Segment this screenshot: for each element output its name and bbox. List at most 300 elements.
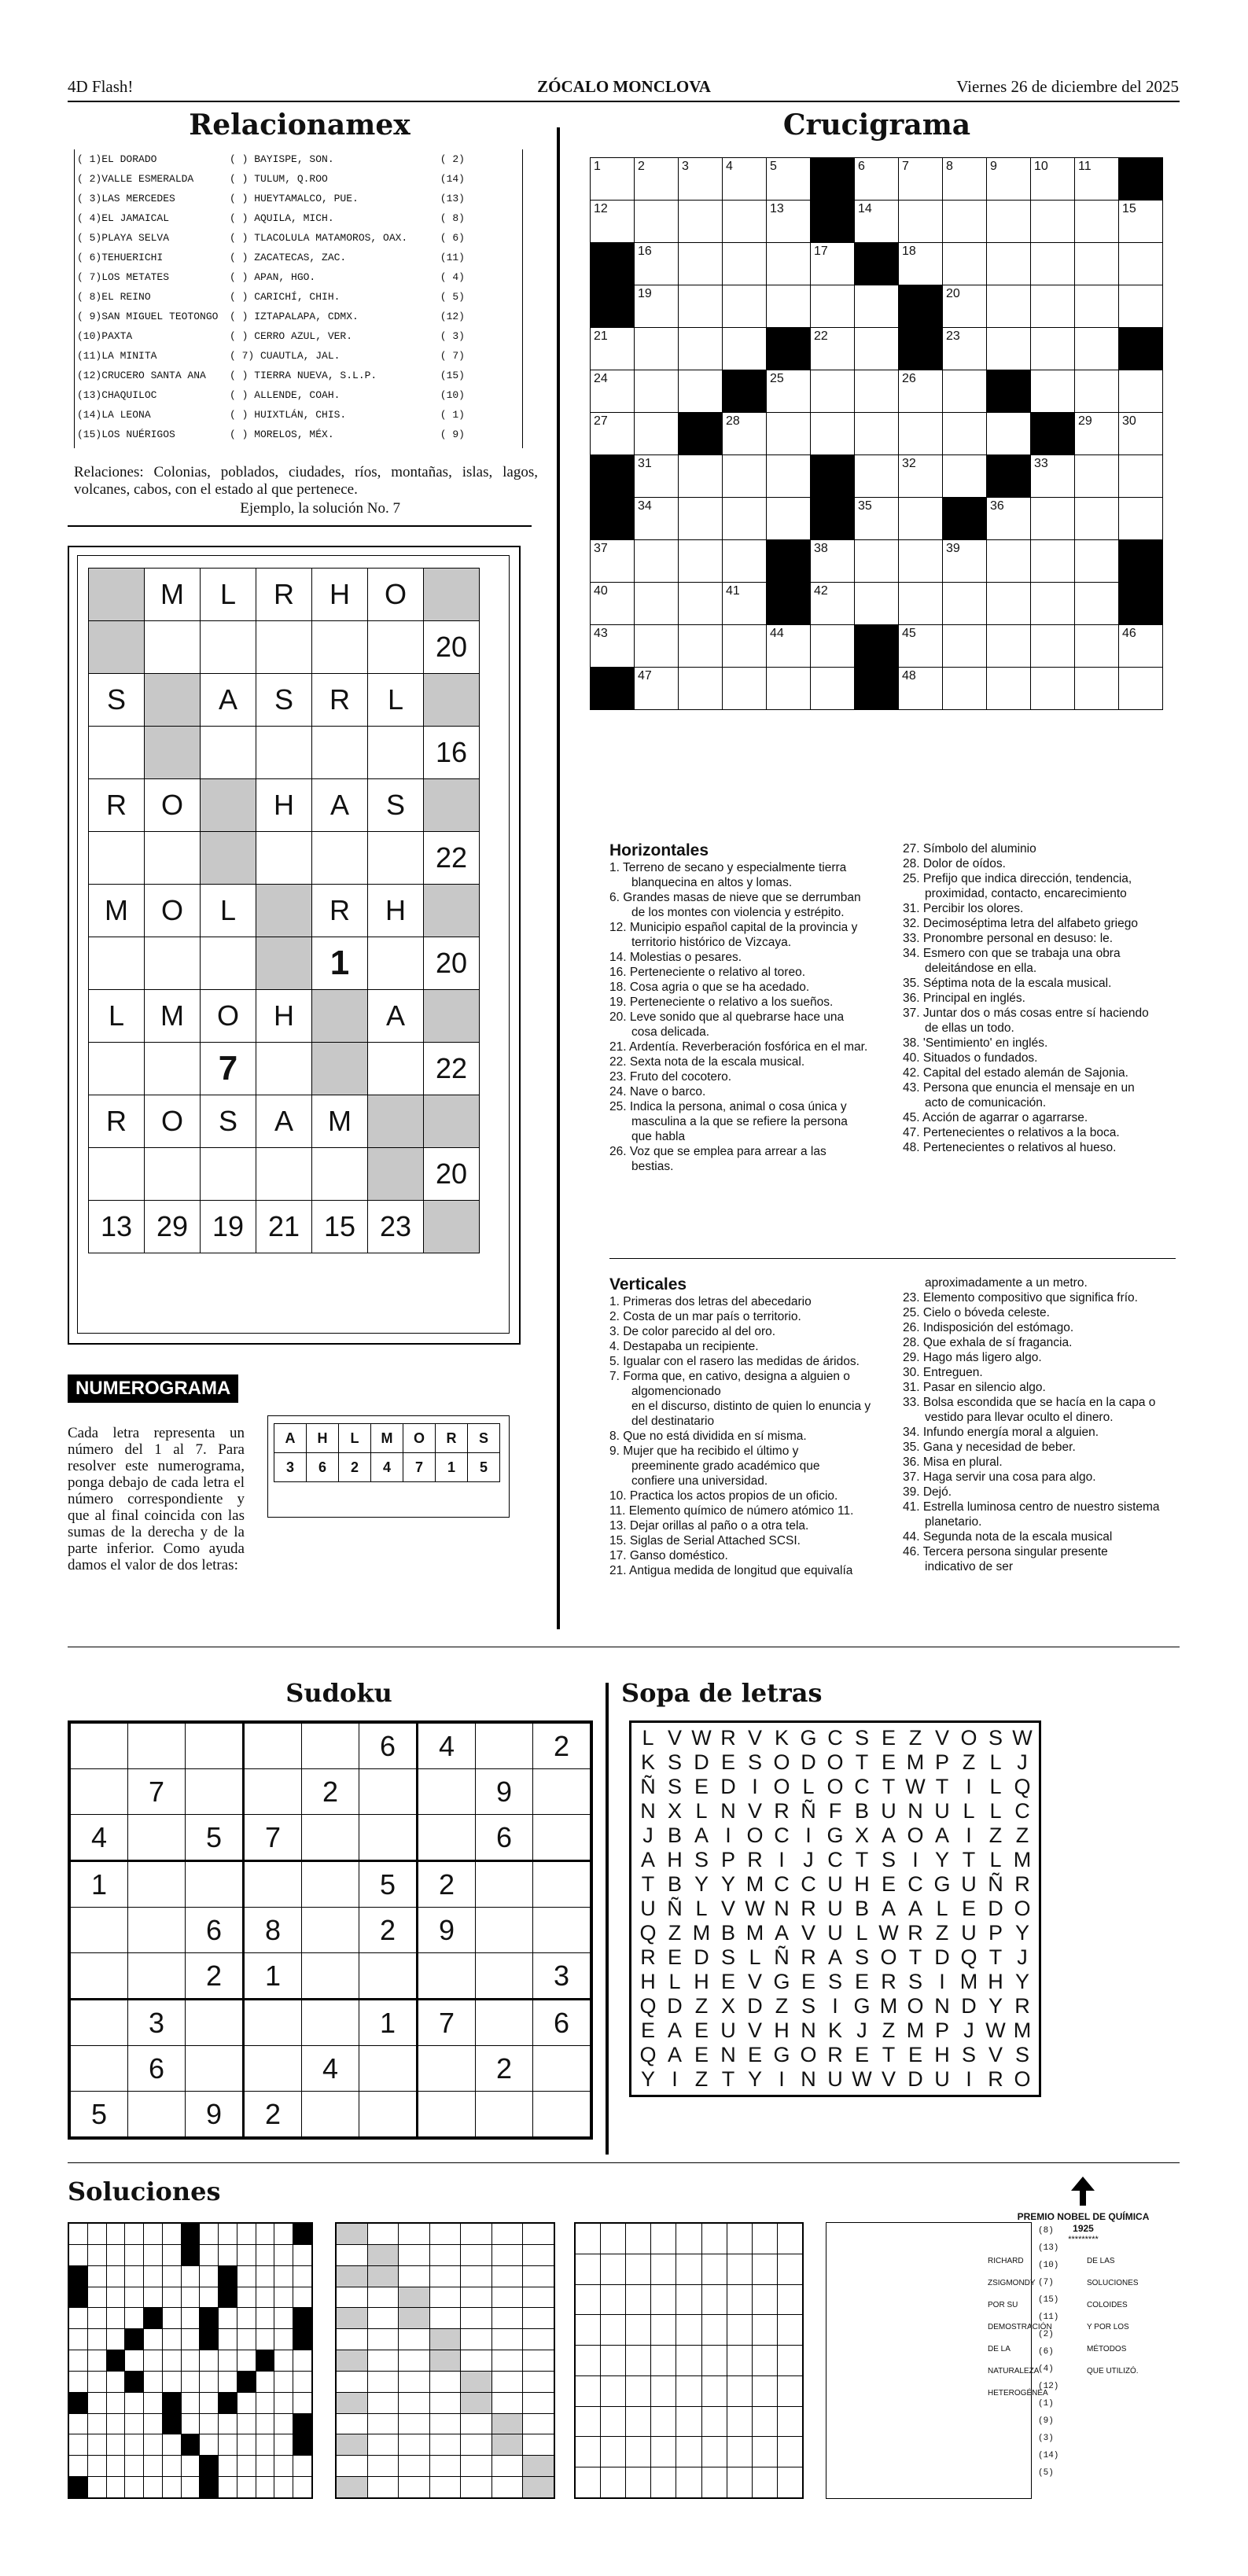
sopa-letter[interactable]: J: [1017, 1945, 1028, 1969]
crossword-cell[interactable]: [1075, 498, 1119, 540]
numerograma-cell[interactable]: M: [312, 1095, 368, 1148]
sopa-letter[interactable]: S: [720, 1945, 735, 1969]
crossword-cell[interactable]: [811, 328, 855, 370]
sopa-letter[interactable]: Z: [962, 1750, 976, 1774]
sopa-letter[interactable]: Ñ: [774, 1945, 790, 1969]
sopa-letter[interactable]: F: [828, 1799, 842, 1823]
sopa-letter[interactable]: M: [906, 1750, 925, 1774]
sudoku-cell[interactable]: [128, 1953, 186, 2000]
crossword-cell[interactable]: [987, 243, 1031, 285]
sopa-letter[interactable]: D: [694, 1750, 709, 1774]
sopa-letter[interactable]: V: [988, 2043, 1003, 2066]
sopa-letter[interactable]: Y: [1014, 1970, 1029, 1993]
sopa-letter[interactable]: G: [826, 1823, 844, 1847]
sopa-letter[interactable]: O: [746, 1823, 764, 1847]
crossword-cell[interactable]: [723, 625, 767, 668]
numerograma-cell[interactable]: S: [89, 674, 145, 727]
numerograma-cell[interactable]: S: [368, 779, 424, 832]
sudoku-cell[interactable]: [128, 1908, 186, 1953]
crossword-cell[interactable]: [855, 583, 899, 625]
sopa-letter[interactable]: C: [774, 1872, 790, 1896]
sopa-letter[interactable]: S: [907, 1970, 922, 1993]
sopa-letter[interactable]: T: [855, 1848, 869, 1871]
sopa-letter[interactable]: D: [988, 1897, 1003, 1920]
crossword-cell[interactable]: [723, 201, 767, 243]
crossword-cell[interactable]: [855, 540, 899, 583]
sopa-letter[interactable]: V: [747, 2018, 762, 2042]
sopa-letter[interactable]: L: [856, 1921, 868, 1945]
sopa-letter[interactable]: N: [934, 1994, 950, 2018]
numerograma-cell[interactable]: S: [256, 674, 312, 727]
crossword-cell[interactable]: [679, 370, 723, 413]
numerograma-cell[interactable]: [89, 727, 145, 779]
sopa-letter[interactable]: D: [934, 1945, 950, 1969]
numerograma-cell[interactable]: L: [368, 674, 424, 727]
crossword-cell[interactable]: [1031, 201, 1075, 243]
crossword-cell[interactable]: [1075, 328, 1119, 370]
crossword-cell[interactable]: [723, 583, 767, 625]
sopa-letter[interactable]: Y: [640, 2067, 655, 2091]
crossword-cell[interactable]: [591, 158, 635, 201]
numerograma-cell[interactable]: 29: [145, 1201, 201, 1253]
sopa-letter[interactable]: B: [720, 1921, 735, 1945]
numerograma-cell[interactable]: L: [89, 990, 145, 1043]
sopa-letter[interactable]: Z: [908, 1726, 922, 1750]
numerograma-cell[interactable]: H: [312, 569, 368, 621]
sopa-letter[interactable]: I: [805, 1823, 812, 1847]
sopa-letter[interactable]: J: [856, 2018, 867, 2042]
sudoku-cell[interactable]: [359, 1769, 418, 1815]
sudoku-cell[interactable]: [244, 1769, 302, 1815]
sopa-letter[interactable]: Y: [934, 1848, 949, 1871]
crossword-cell[interactable]: [1119, 625, 1163, 668]
crossword-cell[interactable]: [811, 285, 855, 328]
sudoku-cell[interactable]: [302, 1724, 359, 1769]
sudoku-cell[interactable]: [302, 1953, 359, 2000]
numerograma-cell[interactable]: [89, 937, 145, 990]
numerograma-cell[interactable]: A: [256, 1095, 312, 1148]
sopa-letter[interactable]: N: [801, 2018, 816, 2042]
crossword-cell[interactable]: [635, 625, 679, 668]
sudoku-cell[interactable]: [302, 2000, 359, 2046]
crossword-cell[interactable]: [635, 328, 679, 370]
sopa-letter[interactable]: Z: [882, 2018, 896, 2042]
numerograma-cell[interactable]: [256, 727, 312, 779]
sudoku-cell[interactable]: [186, 2000, 244, 2046]
crossword-cell[interactable]: [987, 201, 1031, 243]
numerograma-cell[interactable]: [145, 832, 201, 885]
sudoku-cell[interactable]: [128, 2092, 186, 2137]
sopa-letter[interactable]: Q: [1014, 1775, 1031, 1798]
numerograma-cell[interactable]: 13: [89, 1201, 145, 1253]
sopa-letter[interactable]: M: [1013, 1848, 1032, 1871]
crossword-cell[interactable]: [767, 413, 811, 455]
sopa-letter[interactable]: M: [906, 2018, 925, 2042]
numerograma-cell[interactable]: H: [368, 885, 424, 937]
crossword-cell[interactable]: [723, 413, 767, 455]
crossword-cell[interactable]: [1031, 668, 1075, 710]
crossword-cell[interactable]: [591, 540, 635, 583]
sopa-letter[interactable]: E: [720, 1750, 735, 1774]
sopa-letter[interactable]: E: [640, 2018, 655, 2042]
crossword-cell[interactable]: [679, 285, 723, 328]
sopa-letter[interactable]: T: [988, 1945, 1003, 1969]
sopa-letter[interactable]: W: [905, 1775, 926, 1798]
sopa-letter[interactable]: G: [853, 1994, 871, 2018]
sopa-letter[interactable]: G: [773, 1970, 790, 1993]
crossword-cell[interactable]: [987, 583, 1031, 625]
crossword-cell[interactable]: [591, 413, 635, 455]
sudoku-cell[interactable]: [418, 2092, 476, 2137]
sopa-letter[interactable]: Z: [1015, 1823, 1029, 1847]
sopa-letter[interactable]: A: [827, 1945, 842, 1969]
numerograma-cell[interactable]: 1: [312, 937, 368, 990]
crossword-cell[interactable]: [767, 498, 811, 540]
sopa-letter[interactable]: E: [854, 2043, 869, 2066]
numerograma-cell[interactable]: 19: [201, 1201, 256, 1253]
sopa-letter[interactable]: U: [827, 2067, 843, 2091]
sopa-letter[interactable]: H: [640, 1970, 656, 1993]
crossword-cell[interactable]: [987, 328, 1031, 370]
sudoku-cell[interactable]: [71, 2046, 128, 2092]
crossword-cell[interactable]: [1119, 413, 1163, 455]
sopa-letter[interactable]: W: [1012, 1726, 1033, 1750]
sopa-letter[interactable]: O: [800, 2043, 817, 2066]
crossword-cell[interactable]: [943, 201, 987, 243]
sopa-letter[interactable]: W: [878, 1921, 899, 1945]
crossword-cell[interactable]: [591, 625, 635, 668]
sopa-letter[interactable]: R: [827, 2043, 843, 2066]
crossword-cell[interactable]: [943, 455, 987, 498]
sopa-letter[interactable]: E: [747, 2043, 762, 2066]
numerograma-cell[interactable]: [312, 832, 368, 885]
sopa-letter[interactable]: I: [939, 1970, 945, 1993]
sopa-letter[interactable]: N: [640, 1799, 656, 1823]
numerograma-cell[interactable]: 22: [424, 832, 480, 885]
sopa-letter[interactable]: T: [641, 1872, 655, 1896]
sopa-letter[interactable]: U: [934, 1799, 950, 1823]
numerograma-cell[interactable]: M: [145, 990, 201, 1043]
crossword-cell[interactable]: [855, 285, 899, 328]
crossword-cell[interactable]: [1031, 455, 1075, 498]
sopa-letter[interactable]: V: [881, 2067, 896, 2091]
crossword-cell[interactable]: [811, 668, 855, 710]
sopa-letter[interactable]: T: [962, 1848, 976, 1871]
numerograma-cell[interactable]: R: [256, 569, 312, 621]
sopa-letter[interactable]: N: [907, 1799, 923, 1823]
crossword-cell[interactable]: [811, 540, 855, 583]
sopa-letter[interactable]: T: [721, 2067, 735, 2091]
crossword-cell[interactable]: [1031, 540, 1075, 583]
sopa-letter[interactable]: H: [667, 1848, 683, 1871]
sopa-letter[interactable]: Z: [668, 1921, 682, 1945]
crossword-cell[interactable]: [679, 455, 723, 498]
crossword-cell[interactable]: [1075, 583, 1119, 625]
crossword-cell[interactable]: [1119, 370, 1163, 413]
crossword-cell[interactable]: [943, 243, 987, 285]
numerograma-cell[interactable]: R: [89, 1095, 145, 1148]
sopa-letter[interactable]: W: [985, 2018, 1006, 2042]
crossword-cell[interactable]: [987, 668, 1031, 710]
sopa-letter[interactable]: Q: [639, 2043, 657, 2066]
sopa-letter[interactable]: O: [960, 1726, 977, 1750]
crossword-cell[interactable]: [635, 285, 679, 328]
numerograma-cell[interactable]: [368, 1043, 424, 1095]
numerograma-cell[interactable]: [145, 937, 201, 990]
crossword-cell[interactable]: [679, 201, 723, 243]
crossword-cell[interactable]: [855, 158, 899, 201]
sopa-letter[interactable]: M: [1013, 2018, 1032, 2042]
sopa-letter[interactable]: A: [881, 1823, 896, 1847]
numerograma-cell[interactable]: [145, 1043, 201, 1095]
crossword-cell[interactable]: [987, 498, 1031, 540]
sopa-letter[interactable]: D: [720, 1775, 736, 1798]
sopa-letter[interactable]: T: [855, 1750, 869, 1774]
sopa-letter[interactable]: L: [989, 1775, 1002, 1798]
crossword-cell[interactable]: [767, 455, 811, 498]
sopa-letter[interactable]: Y: [747, 2067, 762, 2091]
sopa-letter[interactable]: C: [854, 1775, 870, 1798]
sudoku-cell[interactable]: [302, 2092, 359, 2137]
crossword-cell[interactable]: [723, 158, 767, 201]
sopa-letter[interactable]: V: [801, 1921, 815, 1945]
sopa-letter[interactable]: O: [880, 1945, 897, 1969]
crossword-cell[interactable]: [811, 370, 855, 413]
crossword-cell[interactable]: [1075, 285, 1119, 328]
sopa-letter[interactable]: R: [747, 1848, 763, 1871]
sopa-letter[interactable]: G: [800, 1726, 817, 1750]
sopa-letter[interactable]: X: [854, 1823, 869, 1847]
sopa-letter[interactable]: S: [961, 2043, 976, 2066]
numerograma-cell[interactable]: R: [89, 779, 145, 832]
sopa-letter[interactable]: G: [933, 1872, 951, 1896]
crossword-cell[interactable]: [1031, 625, 1075, 668]
sudoku-cell[interactable]: [533, 2092, 591, 2137]
numerograma-cell[interactable]: A: [312, 779, 368, 832]
sopa-letter[interactable]: Z: [694, 1994, 709, 2018]
numerograma-cell[interactable]: 16: [424, 727, 480, 779]
crossword-cell[interactable]: [899, 455, 943, 498]
crossword-cell[interactable]: [723, 285, 767, 328]
numerograma-cell[interactable]: [368, 937, 424, 990]
sopa-letter[interactable]: R: [881, 1970, 896, 1993]
sopa-letter[interactable]: A: [881, 1897, 896, 1920]
crossword-cell[interactable]: [1075, 158, 1119, 201]
crossword-cell[interactable]: [943, 370, 987, 413]
sopa-letter[interactable]: S: [694, 1848, 709, 1871]
numerograma-cell[interactable]: [201, 727, 256, 779]
sopa-letter[interactable]: L: [989, 1799, 1002, 1823]
numerograma-cell[interactable]: [145, 1148, 201, 1201]
sopa-letter[interactable]: L: [936, 1897, 948, 1920]
sudoku-cell[interactable]: [186, 1861, 244, 1908]
crossword-cell[interactable]: [679, 498, 723, 540]
crossword-cell[interactable]: [855, 413, 899, 455]
sopa-letter[interactable]: E: [694, 1775, 709, 1798]
sopa-letter[interactable]: U: [640, 1897, 656, 1920]
crossword-cell[interactable]: [679, 625, 723, 668]
crossword-cell[interactable]: [679, 540, 723, 583]
numerograma-cell[interactable]: [145, 621, 201, 674]
crossword-cell[interactable]: [1031, 328, 1075, 370]
numerograma-cell[interactable]: 23: [368, 1201, 424, 1253]
crossword-cell[interactable]: [1119, 243, 1163, 285]
crossword-cell[interactable]: [723, 243, 767, 285]
sopa-letter[interactable]: M: [879, 1994, 898, 2018]
sudoku-cell[interactable]: [359, 1953, 418, 2000]
sopa-letter[interactable]: U: [961, 1921, 977, 1945]
crossword-cell[interactable]: [987, 413, 1031, 455]
sopa-letter[interactable]: T: [935, 1775, 949, 1798]
sopa-letter[interactable]: S: [1014, 2043, 1029, 2066]
sopa-letter[interactable]: D: [961, 1994, 977, 2018]
crossword-cell[interactable]: [899, 540, 943, 583]
sopa-letter[interactable]: Z: [775, 1994, 789, 2018]
crossword-cell[interactable]: [591, 370, 635, 413]
crossword-cell[interactable]: [1119, 201, 1163, 243]
sopa-letter[interactable]: O: [826, 1775, 844, 1798]
sopa-letter[interactable]: U: [827, 1872, 843, 1896]
sopa-letter[interactable]: M: [692, 1921, 711, 1945]
sopa-letter[interactable]: L: [989, 1750, 1002, 1774]
sopa-letter[interactable]: E: [881, 1872, 896, 1896]
crossword-cell[interactable]: [1075, 413, 1119, 455]
sopa-letter[interactable]: E: [907, 2043, 922, 2066]
crossword-cell[interactable]: [591, 583, 635, 625]
crossword-cell[interactable]: [1075, 243, 1119, 285]
sopa-letter[interactable]: D: [801, 1750, 816, 1774]
numerograma-cell[interactable]: O: [145, 779, 201, 832]
sopa-letter[interactable]: R: [988, 2067, 1003, 2091]
sopa-letter[interactable]: Z: [935, 1921, 949, 1945]
sopa-letter[interactable]: G: [773, 2043, 790, 2066]
sopa-letter[interactable]: L: [642, 1726, 654, 1750]
numerograma-cell[interactable]: [256, 832, 312, 885]
sopa-letter[interactable]: K: [827, 2018, 842, 2042]
sudoku-cell[interactable]: [71, 1908, 128, 1953]
sopa-letter[interactable]: H: [694, 1970, 709, 1993]
sopa-letter[interactable]: M: [745, 1921, 764, 1945]
sopa-letter[interactable]: N: [720, 1799, 736, 1823]
crossword-cell[interactable]: [1119, 668, 1163, 710]
crossword-cell[interactable]: [1075, 540, 1119, 583]
crossword-cell[interactable]: [811, 625, 855, 668]
sudoku-cell[interactable]: [533, 1908, 591, 1953]
sopa-letter[interactable]: S: [881, 1848, 896, 1871]
crossword-cell[interactable]: [899, 668, 943, 710]
numerograma-cell[interactable]: R: [312, 885, 368, 937]
sopa-letter[interactable]: K: [640, 1750, 655, 1774]
sudoku-cell[interactable]: [476, 2000, 533, 2046]
sopa-letter[interactable]: C: [827, 1726, 843, 1750]
sopa-letter[interactable]: E: [694, 2043, 709, 2066]
numerograma-cell[interactable]: 20: [424, 937, 480, 990]
sudoku-cell[interactable]: [476, 1953, 533, 2000]
crossword-cell[interactable]: [635, 158, 679, 201]
numerograma-cell[interactable]: L: [201, 885, 256, 937]
numerograma-cell[interactable]: A: [368, 990, 424, 1043]
crossword-cell[interactable]: [679, 583, 723, 625]
sopa-letter[interactable]: V: [720, 1897, 735, 1920]
sopa-letter[interactable]: E: [961, 1897, 976, 1920]
sudoku-cell[interactable]: [418, 1953, 476, 2000]
crossword-cell[interactable]: [723, 455, 767, 498]
crossword-cell[interactable]: [899, 370, 943, 413]
numerograma-cell[interactable]: [201, 937, 256, 990]
crossword-cell[interactable]: [1031, 158, 1075, 201]
sopa-letter[interactable]: H: [774, 2018, 790, 2042]
crossword-cell[interactable]: [679, 328, 723, 370]
sopa-letter[interactable]: P: [988, 1921, 1003, 1945]
crossword-cell[interactable]: [855, 370, 899, 413]
sudoku-cell[interactable]: [476, 1861, 533, 1908]
crossword-cell[interactable]: [635, 413, 679, 455]
sopa-letter[interactable]: C: [801, 1872, 816, 1896]
sopa-letter[interactable]: R: [907, 1921, 923, 1945]
numerograma-cell[interactable]: [89, 1148, 145, 1201]
crossword-cell[interactable]: [767, 668, 811, 710]
sopa-letter[interactable]: J: [963, 2018, 974, 2042]
sopa-letter[interactable]: V: [747, 1799, 762, 1823]
numerograma-cell[interactable]: M: [89, 885, 145, 937]
numerograma-cell[interactable]: [89, 1043, 145, 1095]
crossword-cell[interactable]: [899, 625, 943, 668]
sopa-letter[interactable]: E: [881, 1750, 896, 1774]
sopa-letter[interactable]: N: [720, 2043, 736, 2066]
sudoku-cell[interactable]: [533, 2046, 591, 2092]
sudoku-cell[interactable]: [71, 1769, 128, 1815]
crossword-cell[interactable]: [811, 243, 855, 285]
sopa-letter[interactable]: S: [854, 1726, 869, 1750]
numerograma-cell[interactable]: S: [201, 1095, 256, 1148]
crossword-cell[interactable]: [855, 455, 899, 498]
crossword-cell[interactable]: [811, 583, 855, 625]
sopa-letter[interactable]: L: [749, 1945, 761, 1969]
sopa-letter[interactable]: A: [774, 1921, 789, 1945]
sopa-letter[interactable]: P: [934, 2018, 949, 2042]
crossword-cell[interactable]: [635, 668, 679, 710]
sudoku-cell[interactable]: [128, 1815, 186, 1861]
crossword-cell[interactable]: [943, 668, 987, 710]
sopa-letter[interactable]: D: [667, 1994, 683, 2018]
sudoku-cell[interactable]: [128, 1724, 186, 1769]
sopa-letter[interactable]: N: [801, 2067, 816, 2091]
sopa-letter[interactable]: Ñ: [640, 1775, 656, 1798]
sopa-letter[interactable]: I: [725, 1823, 731, 1847]
sopa-letter[interactable]: E: [854, 1970, 869, 1993]
sopa-letter[interactable]: B: [667, 1823, 682, 1847]
sopa-letter[interactable]: H: [988, 1970, 1003, 1993]
sudoku-cell[interactable]: [476, 1724, 533, 1769]
sopa-letter[interactable]: J: [803, 1848, 814, 1871]
numerograma-cell[interactable]: O: [145, 885, 201, 937]
crossword-cell[interactable]: [1075, 455, 1119, 498]
sopa-letter[interactable]: V: [747, 1726, 762, 1750]
sopa-letter[interactable]: V: [747, 1970, 762, 1993]
sopa-letter[interactable]: O: [907, 1994, 924, 2018]
sopa-letter[interactable]: I: [966, 1775, 972, 1798]
sudoku-cell[interactable]: [533, 1769, 591, 1815]
sopa-letter[interactable]: Q: [639, 1994, 657, 2018]
sopa-letter[interactable]: S: [667, 1750, 682, 1774]
sopa-letter[interactable]: O: [773, 1750, 790, 1774]
crossword-cell[interactable]: [811, 413, 855, 455]
crossword-cell[interactable]: [767, 158, 811, 201]
numerograma-cell[interactable]: 20: [424, 1148, 480, 1201]
numerograma-cell[interactable]: [89, 832, 145, 885]
sopa-letter[interactable]: O: [1014, 2067, 1031, 2091]
sopa-letter[interactable]: H: [934, 2043, 950, 2066]
